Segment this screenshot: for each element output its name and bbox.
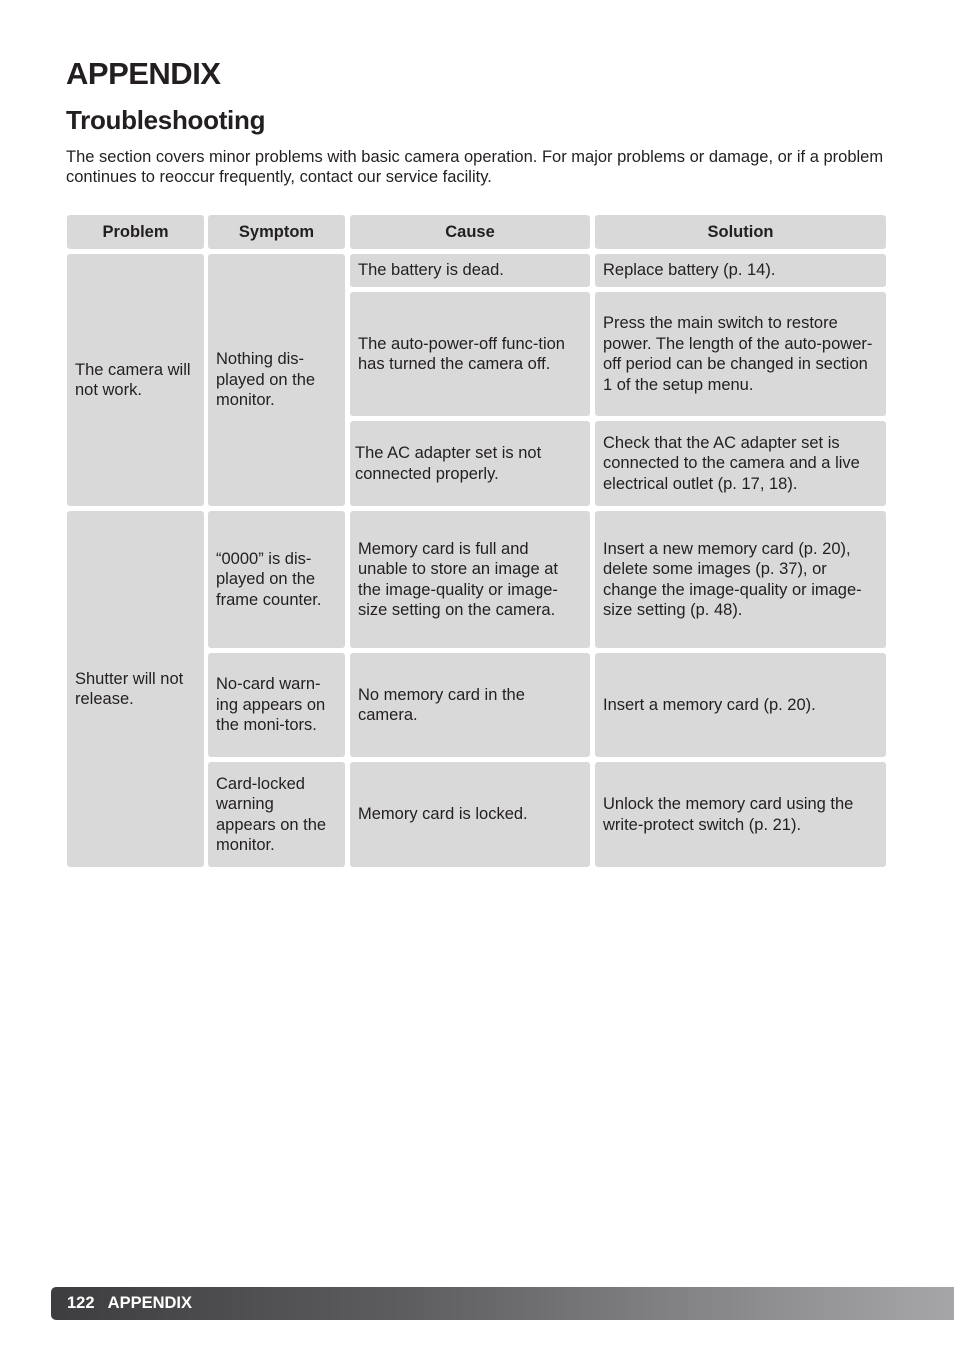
header-symptom — [208, 215, 345, 249]
cause-cell — [350, 762, 590, 867]
solution-text: Unlock the memory card using the write-protect switch (p. 21). — [603, 795, 854, 834]
cause-text: The battery is dead. — [358, 261, 504, 280]
problem-text: The camera will not work. — [75, 360, 191, 399]
solution-text: Press the main switch to restore power. The length of the auto-power-off period can be changed in section 1 of the setup menu. — [603, 314, 873, 394]
cause-cell — [350, 421, 590, 506]
header-solution-label: Solution — [707, 222, 774, 241]
header-problem-label: Problem — [102, 222, 169, 241]
footer-section: APPENDIX — [107, 1294, 193, 1312]
symptom-text: No-card warn-ing appears on the moni-tors. — [216, 675, 326, 735]
cause-cell — [350, 511, 590, 648]
cause-text: Memory card is locked. — [358, 805, 528, 824]
header-symptom-label: Symptom — [238, 222, 315, 241]
problem-text: Shutter will not release. — [75, 669, 184, 708]
solution-text: Insert a memory card (p. 20). — [603, 695, 816, 714]
symptom-cell — [208, 511, 345, 648]
problem-cell — [67, 254, 204, 506]
solution-cell — [595, 254, 886, 287]
solution-cell — [595, 511, 886, 648]
cause-text: No memory card in the camera. — [358, 685, 525, 724]
cause-cell — [350, 653, 590, 757]
solution-text: Check that the AC adapter set is connected to the camera and a live electrical outlet (p. 17, 18). — [603, 433, 860, 493]
symptom-text: Card-locked warning appears on the monitor. — [216, 774, 327, 854]
solution-text: Replace battery (p. 14). — [603, 261, 776, 280]
header-cause-label: Cause — [445, 222, 495, 241]
symptom-cell — [208, 653, 345, 757]
problem-cell — [67, 511, 204, 867]
solution-cell — [595, 762, 886, 867]
cause-text: The auto-power-off func-tion has turned the camera off. — [358, 334, 565, 373]
cause-cell — [350, 292, 590, 416]
section-title: Troubleshooting — [66, 105, 266, 135]
solution-cell — [595, 292, 886, 416]
header-cause — [350, 215, 590, 249]
footer — [67, 1293, 192, 1313]
cause-text: Memory card is full and unable to store an image at the image-quality or image-size setting on the camera. — [358, 539, 558, 619]
intro-paragraph: The section covers minor problems with basic camera operation. For major problems or damage, or if a problem continues to reoccur frequently, contact our service facility. — [66, 148, 884, 186]
cause-cell — [350, 254, 590, 287]
symptom-text: Nothing dis-played on the monitor. — [216, 350, 316, 410]
header-problem — [67, 215, 204, 249]
header-solution — [595, 215, 886, 249]
page-number: 122 — [67, 1294, 95, 1312]
symptom-cell — [208, 254, 345, 506]
solution-cell — [595, 653, 886, 757]
symptom-text: “0000” is dis-played on the frame counter. — [216, 549, 322, 609]
chapter-title: APPENDIX — [66, 56, 221, 91]
solution-cell — [595, 421, 886, 506]
cause-text: The AC adapter set is not connected properly. — [355, 444, 542, 483]
solution-text: Insert a new memory card (p. 20), delete some images (p. 37), or change the image-quality or image-size setting (p. 48). — [603, 539, 862, 619]
symptom-cell — [208, 762, 345, 867]
